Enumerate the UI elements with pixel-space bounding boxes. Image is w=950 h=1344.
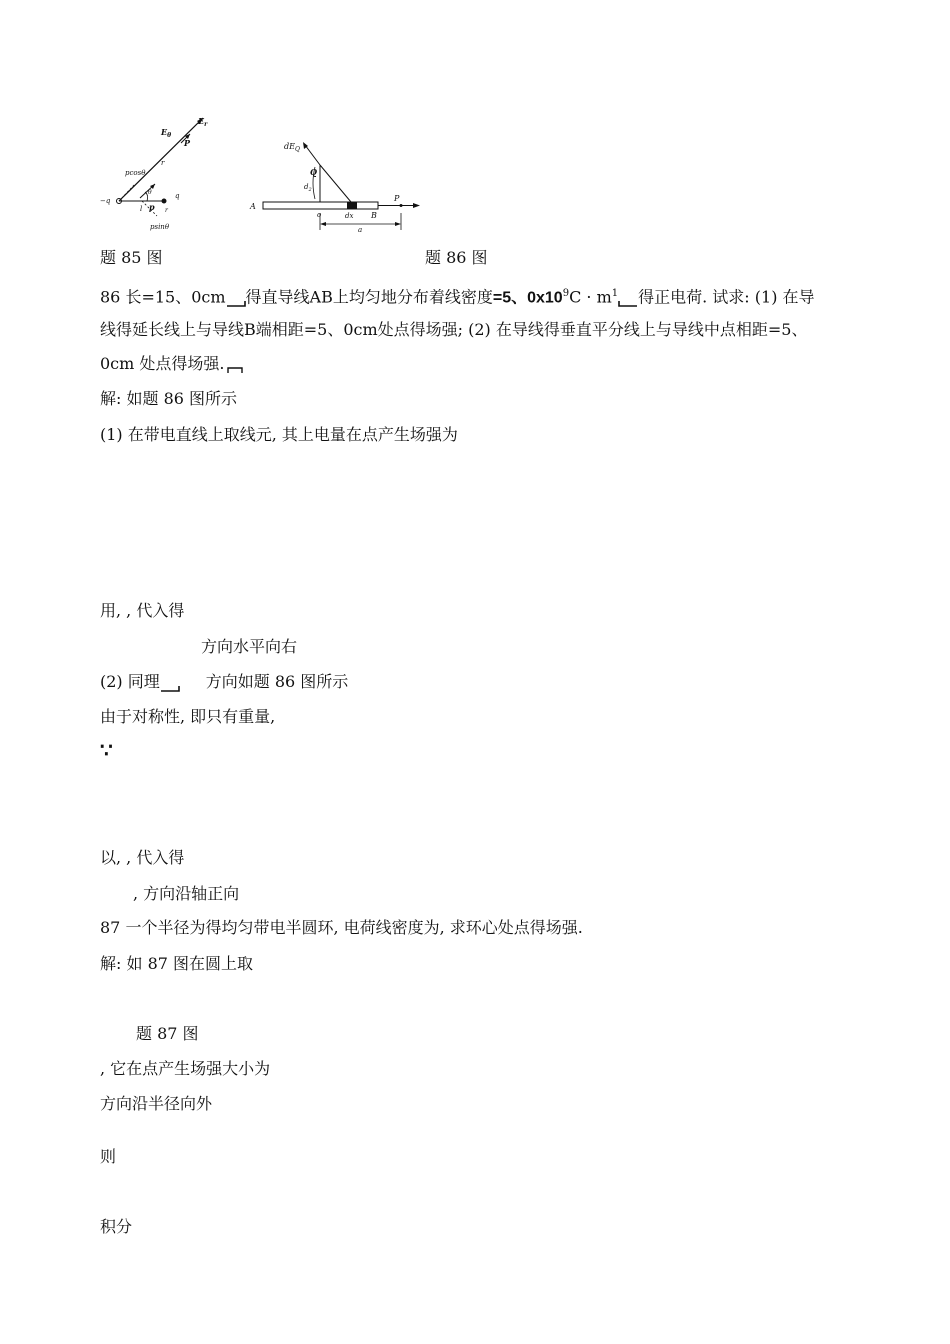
figure-85-diagram	[95, 112, 230, 237]
problem-87-statement: 87 一个半径为得均匀带电半圆环, 电荷线密度为, 求环心处点得场强.	[100, 918, 583, 937]
problem-86-exponent-1: 1	[611, 288, 619, 299]
solution-86-direction-axis: , 方向沿轴正向	[133, 884, 240, 903]
figure-86-diagram	[248, 135, 428, 235]
solution-86-intro: 解: 如题 86 图所示	[100, 389, 238, 408]
label-e-theta: $E_\theta$	[161, 127, 172, 139]
label-point-q: Q	[310, 167, 317, 177]
solution-87-then: 则	[100, 1147, 117, 1166]
blank-mark	[618, 293, 638, 303]
label-p-sin: psinθ	[150, 223, 170, 231]
solution-86-direction-right: 方向水平向右	[201, 637, 298, 656]
problem-86-line-2: 线得延长线上与导线B端相距=5、0cm处点得场强; (2) 在导线得垂直平分线上与导线中点相距=5、	[100, 320, 808, 339]
solution-87-intro: 解: 如 87 图在圆上取	[100, 954, 254, 973]
figure-85-caption: 题 85 图	[100, 248, 163, 267]
problem-86-text-1d: C · m	[569, 287, 612, 307]
label-theta: θ	[148, 189, 152, 196]
label-q: q	[175, 192, 180, 200]
figure-86-caption: 题 86 图	[425, 248, 488, 267]
label-p-vector: p	[149, 202, 155, 212]
label-dx: dx	[345, 212, 354, 220]
label-point-p: P	[184, 138, 191, 148]
blank-mark	[225, 360, 245, 370]
problem-86-line-1	[100, 284, 815, 308]
solution-86-part-1: (1) 在带电直线上取线元, 其上电量在点产生场强为	[100, 425, 458, 444]
label-r: r	[161, 159, 165, 167]
solution-86-part-2b: 方向如题 86 图所示	[205, 672, 349, 691]
problem-86-text-1c: =5、0x10	[492, 289, 563, 307]
label-end-a: A	[250, 202, 256, 211]
label-e-r: $E_r$	[198, 116, 208, 128]
problem-86-text-1b: 得直导线AB上均匀地分布着线密度	[245, 287, 493, 307]
problem-86-text-1a: 86 长=15、0cm	[100, 287, 226, 307]
label-end-b: B	[371, 211, 377, 220]
problem-86-line-3	[100, 354, 245, 374]
figure-87-caption: 题 87 图	[136, 1024, 199, 1043]
solution-86-use: 用, , 代入得	[100, 601, 185, 620]
blank-mark	[226, 293, 246, 303]
label-origin-o: o	[317, 211, 322, 219]
problem-86-text-1e: 得正电荷. 试求: (1) 在导	[638, 287, 815, 307]
solution-86-part-2a: (2) 同理	[100, 672, 160, 691]
problem-86-text-3: 0cm 处点得场强.	[100, 354, 225, 373]
solution-87-field: , 它在点产生场强大小为	[100, 1059, 271, 1078]
label-neg-q: −q	[100, 197, 111, 205]
solution-86-part-2	[100, 672, 348, 692]
label-l: l	[140, 205, 143, 213]
blank-mark	[160, 678, 180, 688]
problem-86-exponent-9: 9	[562, 288, 570, 299]
solution-86-because: ∵	[100, 738, 113, 762]
label-p-cos: pcosθ	[125, 169, 146, 177]
label-r-small: r	[165, 207, 168, 214]
label-point-p: P	[394, 194, 400, 203]
solution-86-symmetry: 由于对称性, 即只有重量,	[100, 707, 276, 726]
solution-87-direction: 方向沿半径向外	[100, 1094, 213, 1113]
label-dimension-a: a	[358, 226, 363, 234]
solution-86-so: 以, , 代入得	[100, 848, 185, 867]
solution-87-integrate: 积分	[100, 1217, 133, 1236]
label-d2: $d_2$	[304, 183, 312, 193]
label-de: $dE_Q$	[284, 142, 300, 153]
